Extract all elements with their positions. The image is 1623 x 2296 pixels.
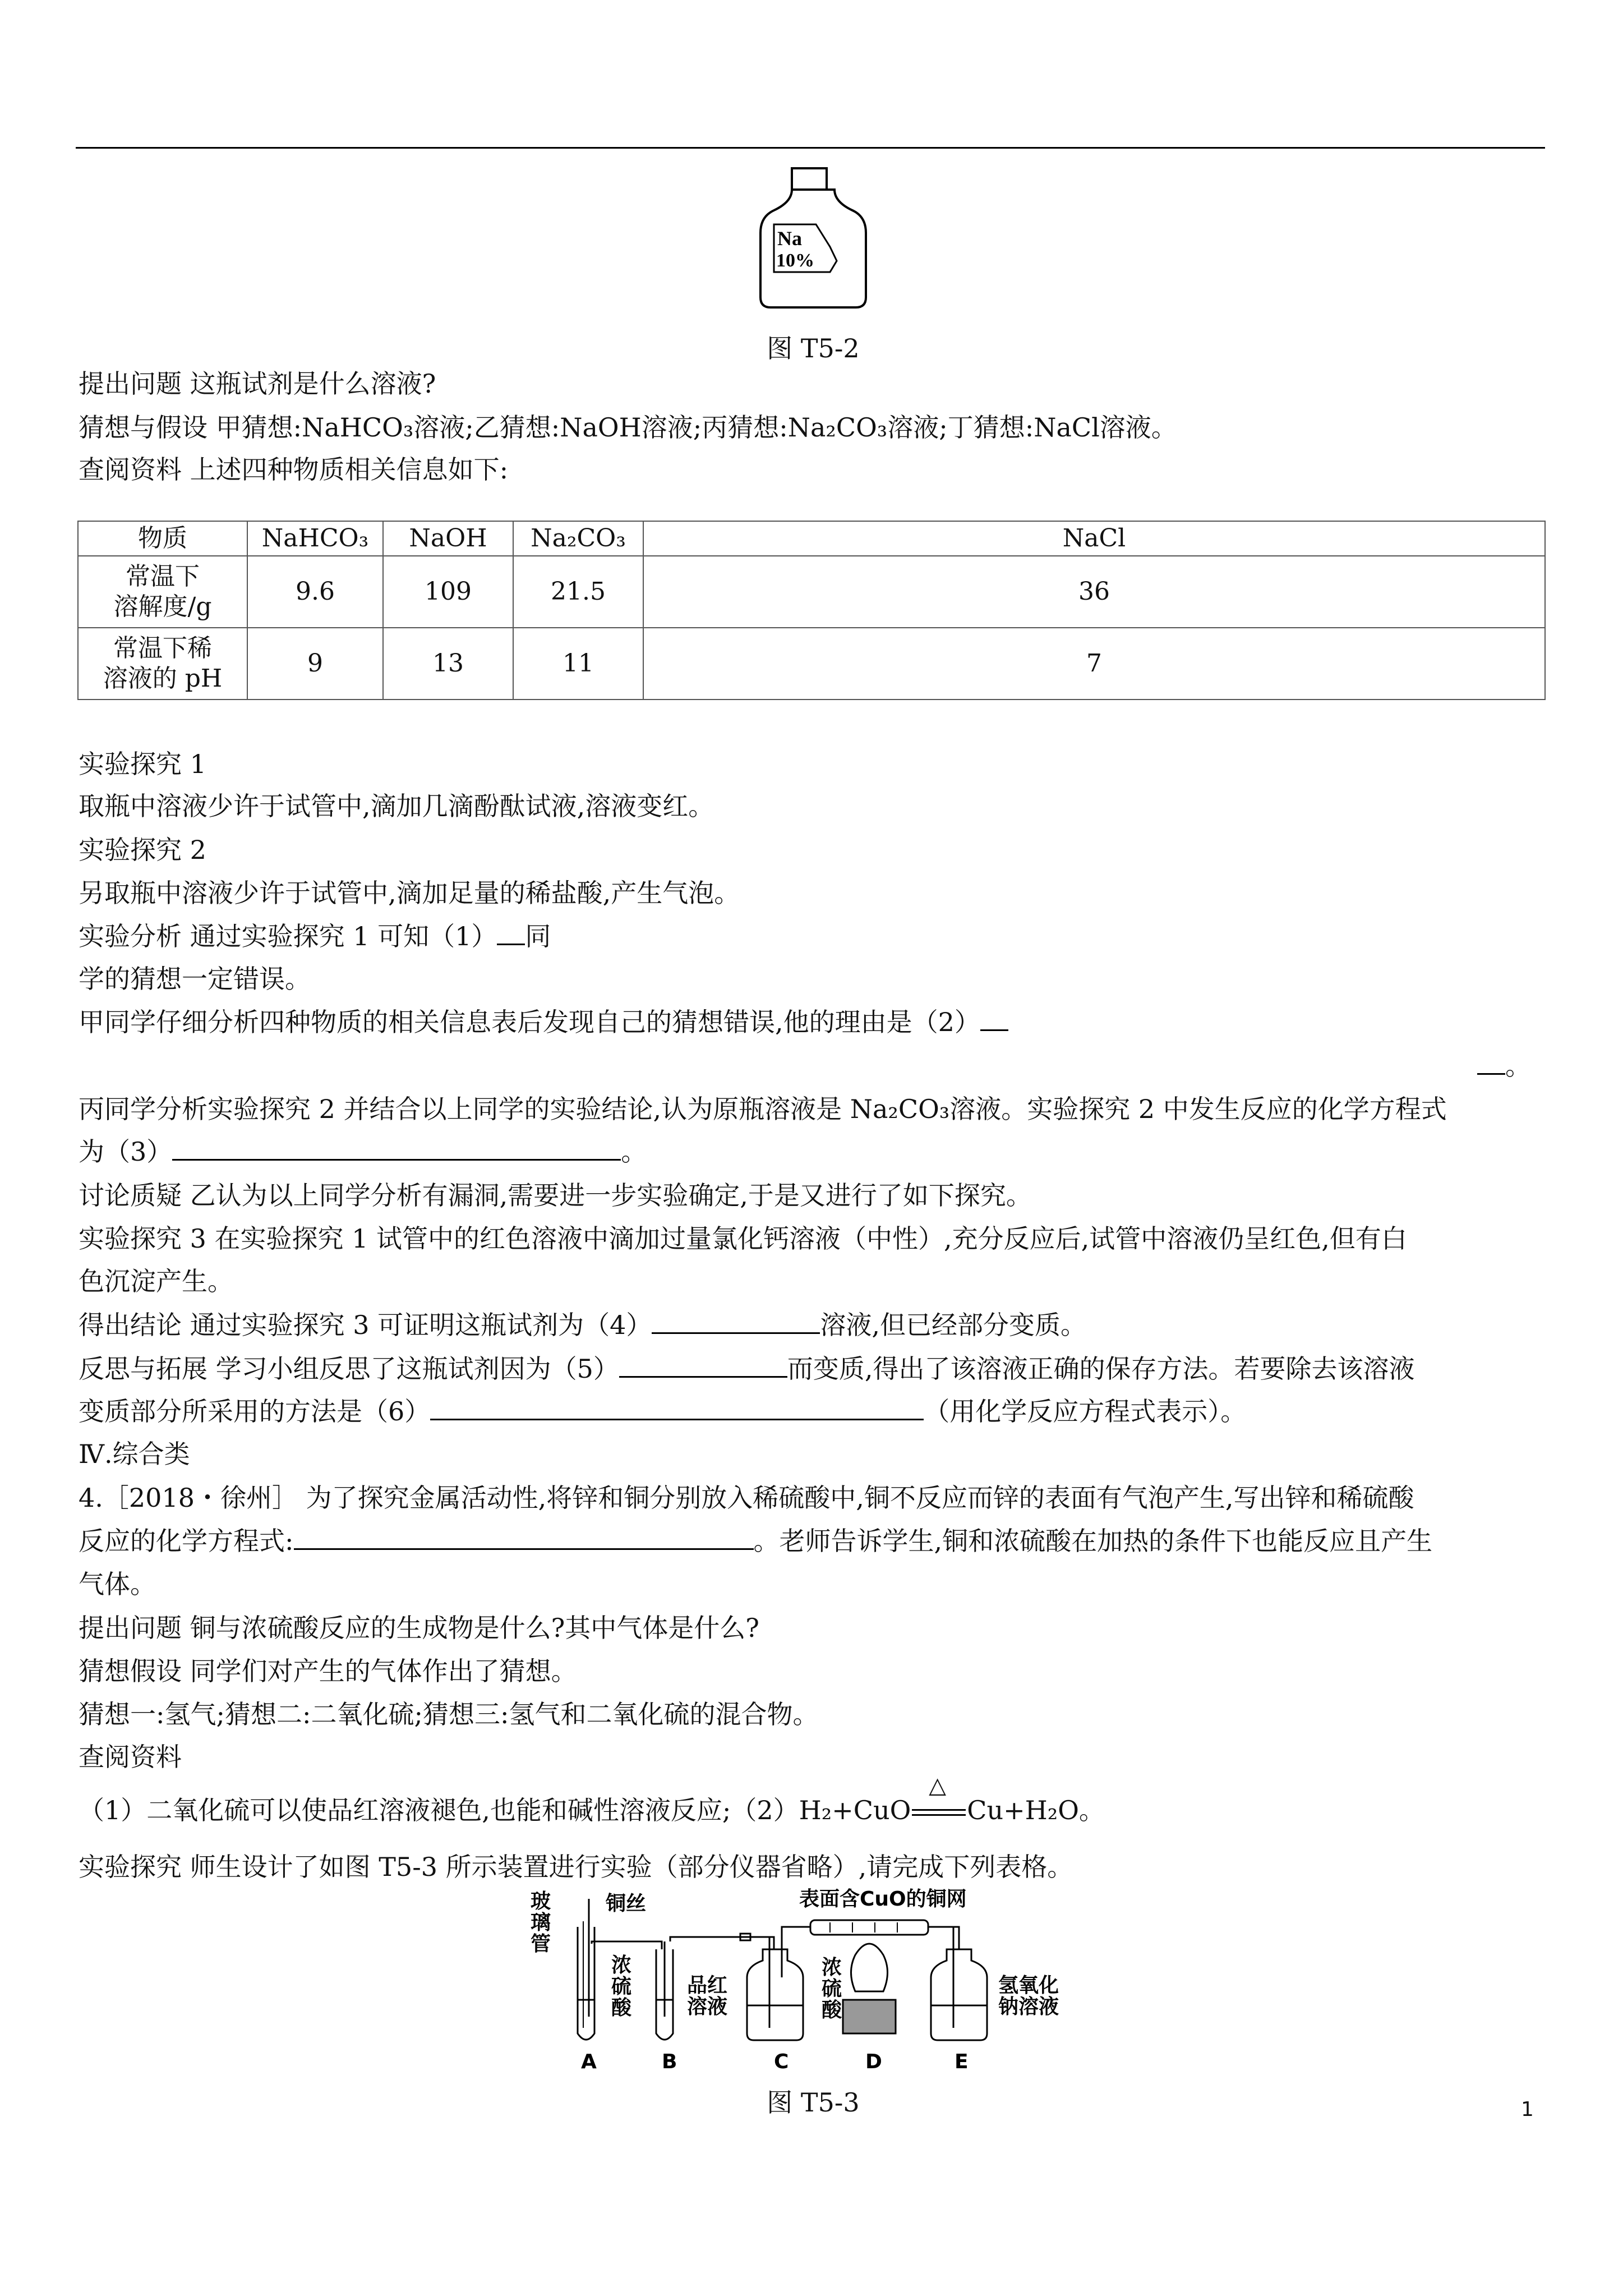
text-jia-reason: 甲同学仔细分析四种物质的相关信息表后发现自己的猜想错误,他的理由是（2）: [79, 1004, 1548, 1040]
label-acid-1a: 浓: [611, 1954, 632, 1977]
table-cell: 7: [643, 628, 1545, 700]
answer-blank-2[interactable]: [980, 1007, 1008, 1031]
bottle-label-na: Na: [777, 227, 802, 250]
label-C: C: [774, 2050, 789, 2073]
table-header: Na₂CO₃: [513, 521, 643, 556]
text-analysis-cont: 学的猜想一定错误。: [79, 964, 311, 994]
text-q4-question: 提出问题 铜与浓硫酸反应的生成物是什么?其中气体是什么?: [79, 1613, 759, 1643]
apparatus-figure: [527, 1888, 1099, 2078]
text-analysis: 实验分析 通过实验探究 1 可知（1） 同: [79, 921, 551, 951]
text-lookup: 查阅资料 上述四种物质相关信息如下:: [79, 454, 509, 485]
table-cell: 21.5: [513, 556, 643, 628]
label-copper-mesh: 表面含CuO的铜网: [799, 1888, 967, 1911]
delta-symbol: △: [929, 1773, 947, 1798]
text-exp2: 另取瓶中溶液少许于试管中,滴加足量的稀盐酸,产生气泡。: [79, 878, 740, 908]
table-header: NaCl: [643, 521, 1545, 556]
table-cell: 109: [383, 556, 513, 628]
label-acid-2c: 酸: [822, 1999, 842, 2022]
label-pinkred-b: 溶液: [687, 1995, 728, 2018]
label-glass-2: 璃: [531, 1911, 551, 1934]
answer-blank-6[interactable]: [430, 1396, 924, 1420]
text-reflect-a: 反思与拓展 学习小组反思了这瓶试剂因为（5） 而变质,得出了该溶液正确的保存方法。若要除去该溶液: [79, 1354, 1415, 1384]
reagent-bottle-figure: [751, 163, 875, 314]
table-cell: 13: [383, 628, 513, 700]
text-q4-hyp: 猜想假设 同学们对产生的气体作出了猜想。: [79, 1656, 577, 1686]
answer-blank-4[interactable]: [652, 1310, 820, 1334]
label-acid-2b: 硫: [822, 1977, 842, 2000]
label-D: D: [865, 2050, 882, 2073]
table-row-label: 常温下 溶解度/g: [78, 556, 247, 628]
table-cell: 9.6: [247, 556, 383, 628]
header-rule: [76, 147, 1545, 149]
label-pinkred-a: 品红: [687, 1974, 728, 1997]
text-q4-lookup: 查阅资料: [79, 1742, 182, 1772]
text-bing-b: 为（3） 。: [79, 1137, 647, 1167]
label-acid-1b: 硫: [611, 1975, 632, 1998]
text-bing-a: 丙同学分析实验探究 2 并结合以上同学的实验结论,认为原瓶溶液是 Na₂CO₃溶液。实验探究 2 中发生反应的化学方程式: [79, 1094, 1447, 1124]
text-q4-a: 4.［2018・徐州］ 为了探究金属活动性,将锌和铜分别放入稀硫酸中,铜不反应而锌的表面有气泡产生,写出锌和稀硫酸: [79, 1483, 1414, 1513]
text-jia-reason-end: 。: [79, 1048, 1531, 1084]
table-row-label: 常温下稀 溶液的 pH: [78, 628, 247, 700]
table-cell: 36: [643, 556, 1545, 628]
text-exp1-title: 实验探究 1: [79, 749, 206, 779]
label-naoh-b: 钠溶液: [998, 1995, 1059, 2018]
page-number: 1: [1521, 2098, 1534, 2121]
label-acid-2a: 浓: [822, 1956, 842, 1979]
answer-blank-5[interactable]: [619, 1354, 787, 1378]
text-exp1: 取瓶中溶液少许于试管中,滴加几滴酚酞试液,溶液变红。: [79, 791, 714, 821]
table-cell: 9: [247, 628, 383, 700]
text-exp2-title: 实验探究 2: [79, 835, 206, 865]
label-acid-1c: 酸: [611, 1996, 632, 2019]
label-E: E: [955, 2050, 969, 2073]
text-q-title: 提出问题 这瓶试剂是什么溶液?: [79, 369, 436, 399]
table-cell: 11: [513, 628, 643, 700]
figure-caption-t5-2: 图 T5-2: [767, 333, 860, 364]
text-exp3-a: 实验探究 3 在实验探究 1 试管中的红色溶液中滴加过量氯化钙溶液（中性）,充分反应后,试管中溶液仍呈红色,但有白: [79, 1223, 1407, 1254]
text-q4-info: （1）二氧化硫可以使品红溶液褪色,也能和碱性溶液反应;（2）H₂+CuO △ Cu+H₂O。: [79, 1792, 1548, 1828]
label-glass-3: 管: [531, 1932, 551, 1955]
text-exp3-b: 色沉淀产生。: [79, 1266, 233, 1296]
section-heading: Ⅳ.综合类: [79, 1439, 190, 1469]
text-discuss: 讨论质疑 乙认为以上同学分析有漏洞,需要进一步实验确定,于是又进行了如下探究。: [79, 1180, 1032, 1211]
table-header: NaHCO₃: [247, 521, 383, 556]
table-header: 物质: [78, 521, 247, 556]
substance-info-table: [77, 521, 1546, 700]
text-reflect-b: 变质部分所采用的方法是（6） （用化学反应方程式表示）。: [79, 1396, 1247, 1427]
label-glass-1: 玻: [531, 1890, 551, 1913]
table-header: NaOH: [383, 521, 513, 556]
label-naoh-a: 氢氧化: [998, 1974, 1059, 1997]
text-q4-d: 气体。: [79, 1569, 156, 1599]
label-copper-wire: 铜丝: [606, 1892, 647, 1915]
label-B: B: [662, 2050, 677, 2073]
label-A: A: [581, 2050, 597, 2073]
text-conclusion: 得出结论 通过实验探究 3 可证明这瓶试剂为（4） 溶液,但已经部分变质。: [79, 1310, 1087, 1340]
answer-blank-3[interactable]: [172, 1137, 621, 1161]
text-q4-b: 反应的化学方程式: 。老师告诉学生,铜和浓硫酸在加热的条件下也能反应且产生: [79, 1526, 1433, 1556]
figure-caption-t5-3: 图 T5-3: [767, 2087, 860, 2118]
text-q4-hyp2: 猜想一:氢气;猜想二:二氧化硫;猜想三:氢气和二氧化硫的混合物。: [79, 1699, 819, 1729]
answer-blank-2-end[interactable]: [1477, 1051, 1505, 1075]
answer-blank-q4[interactable]: [294, 1526, 754, 1550]
bottle-label-percent: 10%: [776, 250, 814, 271]
text-hypothesis: 猜想与假设 甲猜想:NaHCO₃溶液;乙猜想:NaOH溶液;丙猜想:Na₂CO₃溶液;丁猜想:NaCl溶液。: [79, 412, 1177, 443]
answer-blank-1[interactable]: [497, 921, 525, 945]
text-q4-exp: 实验探究 师生设计了如图 T5-3 所示装置进行实验（部分仪器省略）,请完成下列表格。: [79, 1852, 1073, 1882]
